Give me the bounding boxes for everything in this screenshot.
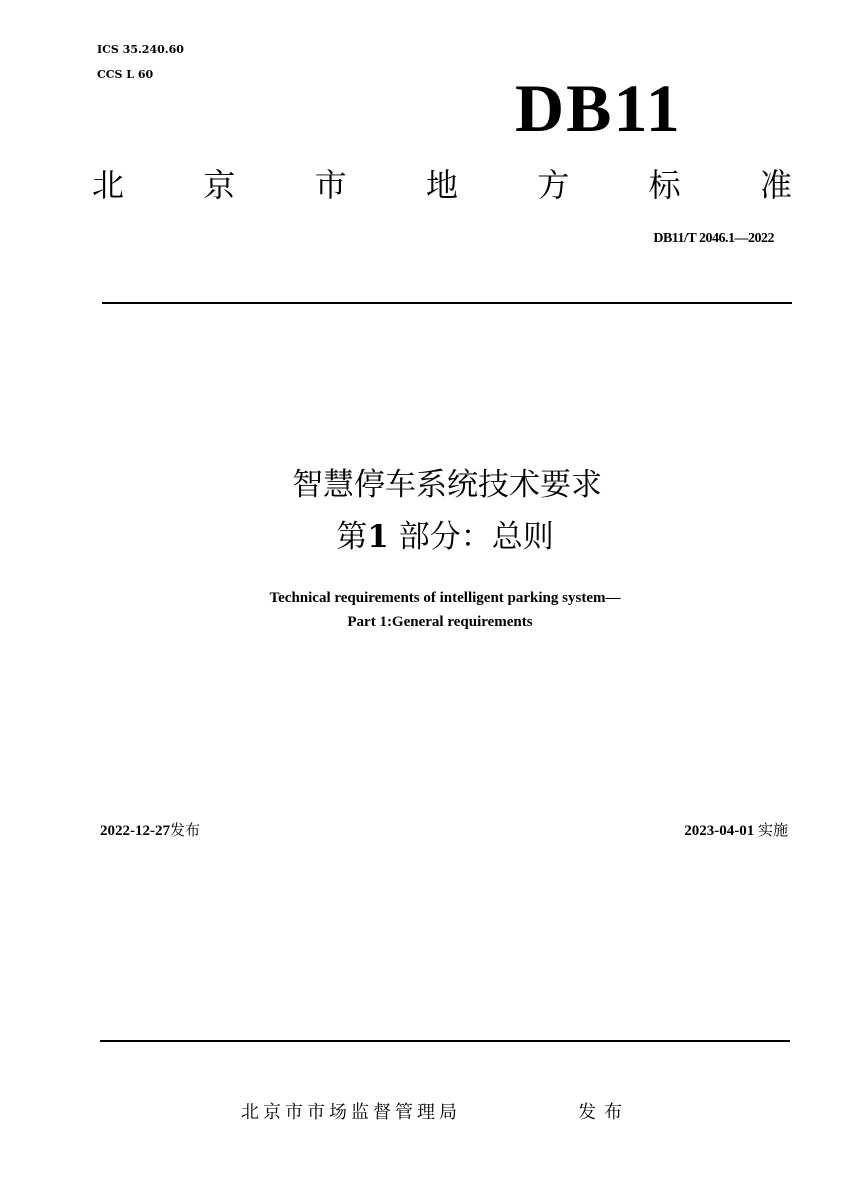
issue-label: 发布 [170,821,201,839]
title-part-prefix: 第 [336,519,368,555]
standard-code: DB11/T 2046.1—2022 [653,231,774,246]
ccs-code: CCS L 60 [97,68,154,81]
issuer-action: 发布 [578,1102,630,1123]
title-en-part: Part 1:General requirements [347,614,533,630]
title-cn-part [0,514,850,560]
standard-type-char: 方 [537,166,570,204]
top-divider [102,302,792,304]
ics-code: ICS 35.240.60 [97,43,184,56]
bottom-divider [100,1040,790,1042]
standard-type-char: 准 [759,166,792,204]
implement-date: 2023-04-01 [684,823,755,839]
title-en-main: Technical requirements of intelligent parking system— [269,590,621,606]
standard-type-char: 地 [425,166,458,204]
implement-label: 实施 [757,821,788,839]
standard-type-char: 市 [314,166,347,204]
standard-type-char: 京 [203,166,236,204]
issue-date: 2022-12-27 [100,823,170,839]
issuer-name: 北京市市场监督管理局 [241,1102,461,1123]
issue-date-line [100,820,200,841]
title-part-suffix: 部分：总则 [398,519,554,555]
db-logo: DB11 [515,70,682,146]
title-part-number: 1 [367,519,389,555]
title-cn-main: 智慧停车系统技术要求 [292,467,602,503]
implement-date-line [684,820,788,841]
standard-type-char: 标 [648,166,681,204]
standard-type-heading [92,163,792,207]
standard-type-char: 北 [92,166,125,204]
